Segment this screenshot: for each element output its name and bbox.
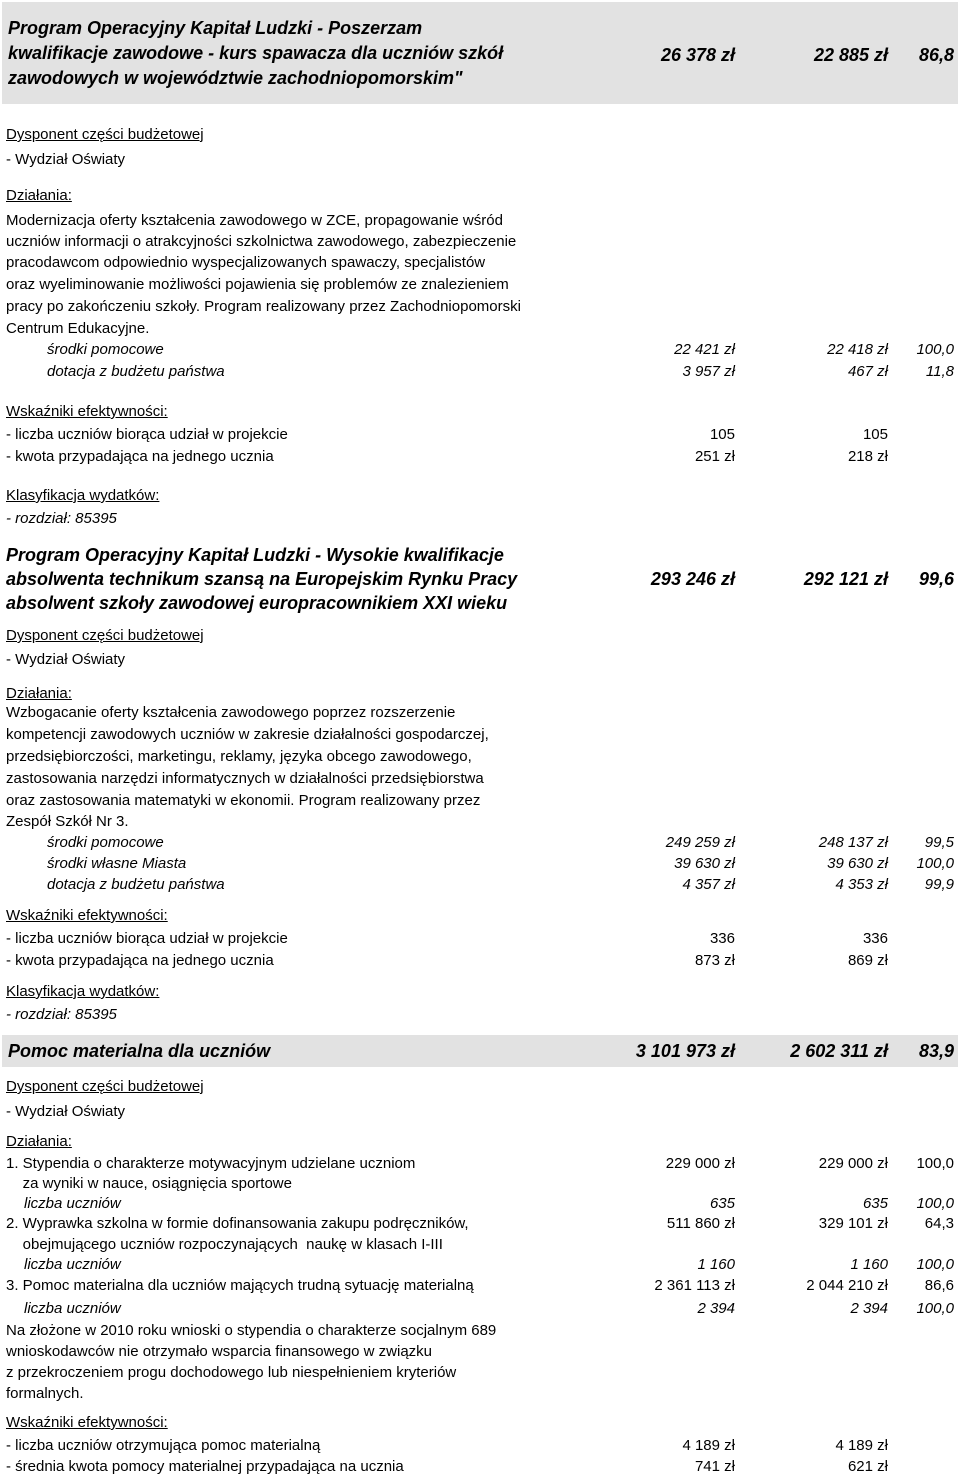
disponent-label: Dysponent części budżetowej [6,627,204,644]
disponent-label: Dysponent części budżetowej [6,1078,204,1095]
action-item-percent: 100,0 [916,1155,954,1172]
indicator-exec: 4 189 zł [835,1437,888,1454]
student-count-percent: 100,0 [916,1256,954,1273]
classification-label: Klasyfikacja wydatków: [6,983,160,1000]
action-item-plan: 2 361 113 zł [654,1277,735,1294]
actions-label: Działania: [6,685,72,702]
action-item-percent: 64,3 [924,1215,954,1232]
fund-label: dotacja z budżetu państwa [47,363,225,380]
indicators-label: Wskaźniki efektywności: [6,907,168,924]
fund-percent: 99,5 [924,834,954,851]
fund-percent: 11,8 [925,363,954,380]
note-line: z przekroczeniem progu dochodowego lub niespełnieniem kryteriów [6,1364,457,1381]
fund-plan: 249 259 zł [665,834,735,851]
actions-text-line: Centrum Edukacyjne. [6,320,150,337]
indicator-plan: 336 [709,930,735,947]
fund-plan: 4 357 zł [682,876,735,893]
actions-label: Działania: [6,1133,72,1150]
actions-text-line: przedsiębiorczości, marketingu, reklamy, języka obcego zawodowego, [6,748,472,765]
program-plan-amount: 3 101 973 zł [635,1041,735,1061]
classification-value: - rozdział: 85395 [6,510,117,527]
fund-exec: 39 630 zł [827,855,888,872]
indicator-plan: 741 zł [694,1458,735,1475]
action-item-exec: 2 044 210 zł [806,1277,888,1294]
student-count-exec: 2 394 [850,1300,888,1317]
student-count-label: liczba uczniów [24,1195,121,1212]
action-item-exec: 329 101 zł [818,1215,888,1232]
indicator-label: - liczba uczniów otrzymująca pomoc materialną [6,1437,321,1454]
disponent-label: Dysponent części budżetowej [6,126,204,143]
fund-percent: 100,0 [916,855,954,872]
program-exec-amount: 292 121 zł [803,569,888,589]
actions-text-line: pracodawcom odpowiednio wyspecjalizowanych spawaczy, specjalistów [6,254,486,271]
indicator-exec: 869 zł [847,952,888,969]
disponent-value: - Wydział Oświaty [6,151,126,168]
student-count-exec: 1 160 [850,1256,888,1273]
indicator-label: - kwota przypadająca na jednego ucznia [6,448,274,465]
indicator-label: - średnia kwota pomocy materialnej przypadająca na ucznia [6,1458,404,1475]
fund-percent: 99,9 [924,876,954,893]
program-title-line: absolwent szkoły zawodowej europracownikiem XXI wieku [6,593,508,613]
disponent-value: - Wydział Oświaty [6,651,126,668]
program-title-line: Program Operacyjny Kapitał Ludzki - Wysokie kwalifikacje [6,545,504,565]
fund-exec: 248 137 zł [818,834,888,851]
program-exec-percent: 99,6 [918,569,954,589]
fund-label: środki własne Miasta [47,855,187,872]
program-title-line: kwalifikacje zawodowe - kurs spawacza dla uczniów szkół [8,43,504,63]
student-count-percent: 100,0 [916,1300,954,1317]
action-item-text: 3. Pomoc materialna dla uczniów mających trudną sytuację materialną [6,1277,474,1294]
fund-exec: 467 zł [847,363,888,380]
indicator-label: - liczba uczniów biorąca udział w projekcie [6,930,288,947]
actions-text-line: pracy po zakończeniu szkoły. Program realizowany przez Zachodniopomorski [6,298,521,315]
action-item-plan: 511 860 zł [666,1215,735,1232]
fund-label: dotacja z budżetu państwa [47,876,225,893]
actions-text-line: oraz zastosowania matematyki w ekonomii. Program realizowany przez [6,792,481,809]
student-count-label: liczba uczniów [24,1300,121,1317]
fund-percent: 100,0 [916,341,954,358]
program-exec-amount: 2 602 311 zł [790,1041,888,1061]
action-item-text: obejmującego uczniów rozpoczynających naukę w klasach I-III [6,1236,443,1253]
indicators-label: Wskaźniki efektywności: [6,403,168,420]
program-plan-amount: 293 246 zł [650,569,735,589]
student-count-label: liczba uczniów [24,1256,121,1273]
action-item-percent: 86,6 [924,1277,954,1294]
action-item-exec: 229 000 zł [818,1155,888,1172]
classification-value: - rozdział: 85395 [6,1006,117,1023]
program-title-line: zawodowych w województwie zachodniopomorskim" [8,68,463,88]
indicator-plan: 105 [709,426,735,443]
program-title-line: Program Operacyjny Kapitał Ludzki - Poszerzam [8,18,423,38]
program-exec-amount: 22 885 zł [813,45,888,65]
program-exec-percent: 83,9 [918,1041,954,1061]
fund-label: środki pomocowe [47,834,164,851]
indicator-exec: 336 [862,930,888,947]
action-item-text: za wyniki w nauce, osiągnięcia sportowe [6,1175,292,1192]
student-count-plan: 635 [709,1195,735,1212]
disponent-value: - Wydział Oświaty [6,1103,126,1120]
classification-label: Klasyfikacja wydatków: [6,487,160,504]
actions-label: Działania: [6,187,72,204]
student-count-plan: 2 394 [697,1300,735,1317]
indicator-plan: 873 zł [694,952,735,969]
indicator-label: - liczba uczniów biorąca udział w projekcie [6,426,288,443]
indicator-exec: 218 zł [847,448,888,465]
action-item-plan: 229 000 zł [665,1155,735,1172]
fund-exec: 4 353 zł [835,876,888,893]
indicator-plan: 4 189 zł [682,1437,735,1454]
fund-plan: 3 957 zł [682,363,735,380]
fund-label: środki pomocowe [47,341,164,358]
student-count-percent: 100,0 [916,1195,954,1212]
fund-exec: 22 418 zł [827,341,888,358]
actions-text-line: Wzbogacanie oferty kształcenia zawodowego poprzez rozszerzenie [6,704,456,721]
indicator-label: - kwota przypadająca na jednego ucznia [6,952,274,969]
program-exec-percent: 86,8 [918,45,954,65]
action-item-text: 1. Stypendia o charakterze motywacyjnym udzielane uczniom [6,1155,416,1172]
program-title: Pomoc materialna dla uczniów [8,1041,271,1061]
student-count-exec: 635 [862,1195,888,1212]
note-line: Na złożone w 2010 roku wnioski o stypendia o charakterze socjalnym 689 [6,1322,497,1339]
action-item-text: 2. Wyprawka szkolna w formie dofinansowania zakupu podręczników, [6,1215,469,1232]
actions-text-line: Modernizacja oferty kształcenia zawodowego w ZCE, propagowanie wśród [6,212,503,229]
fund-plan: 22 421 zł [674,341,735,358]
actions-text-line: uczniów informacji o atrakcyjności szkolnictwa zawodowego, zabezpieczenie [6,233,517,250]
indicator-exec: 105 [862,426,888,443]
actions-text-line: oraz wyeliminowanie możliwości pojawienia się problemów ze znalezieniem [6,276,509,293]
program-plan-amount: 26 378 zł [660,45,735,65]
program-title-line: absolwenta technikum szansą na Europejskim Rynku Pracy [6,569,518,589]
fund-plan: 39 630 zł [674,855,735,872]
actions-text-line: kompetencji zawodowych uczniów w zakresie działalności gospodarczej, [6,726,489,743]
note-line: wnioskodawców nie otrzymało wsparcia finansowego w związku [6,1343,433,1360]
indicator-plan: 251 zł [694,448,735,465]
actions-text-line: Zespół Szkół Nr 3. [6,813,129,830]
indicator-exec: 621 zł [847,1458,888,1475]
indicators-label: Wskaźniki efektywności: [6,1414,168,1431]
student-count-plan: 1 160 [697,1256,735,1273]
note-line: formalnych. [6,1385,84,1402]
actions-text-line: zastosowania narzędzi informatycznych w działalności przedsiębiorstwa [6,770,484,787]
